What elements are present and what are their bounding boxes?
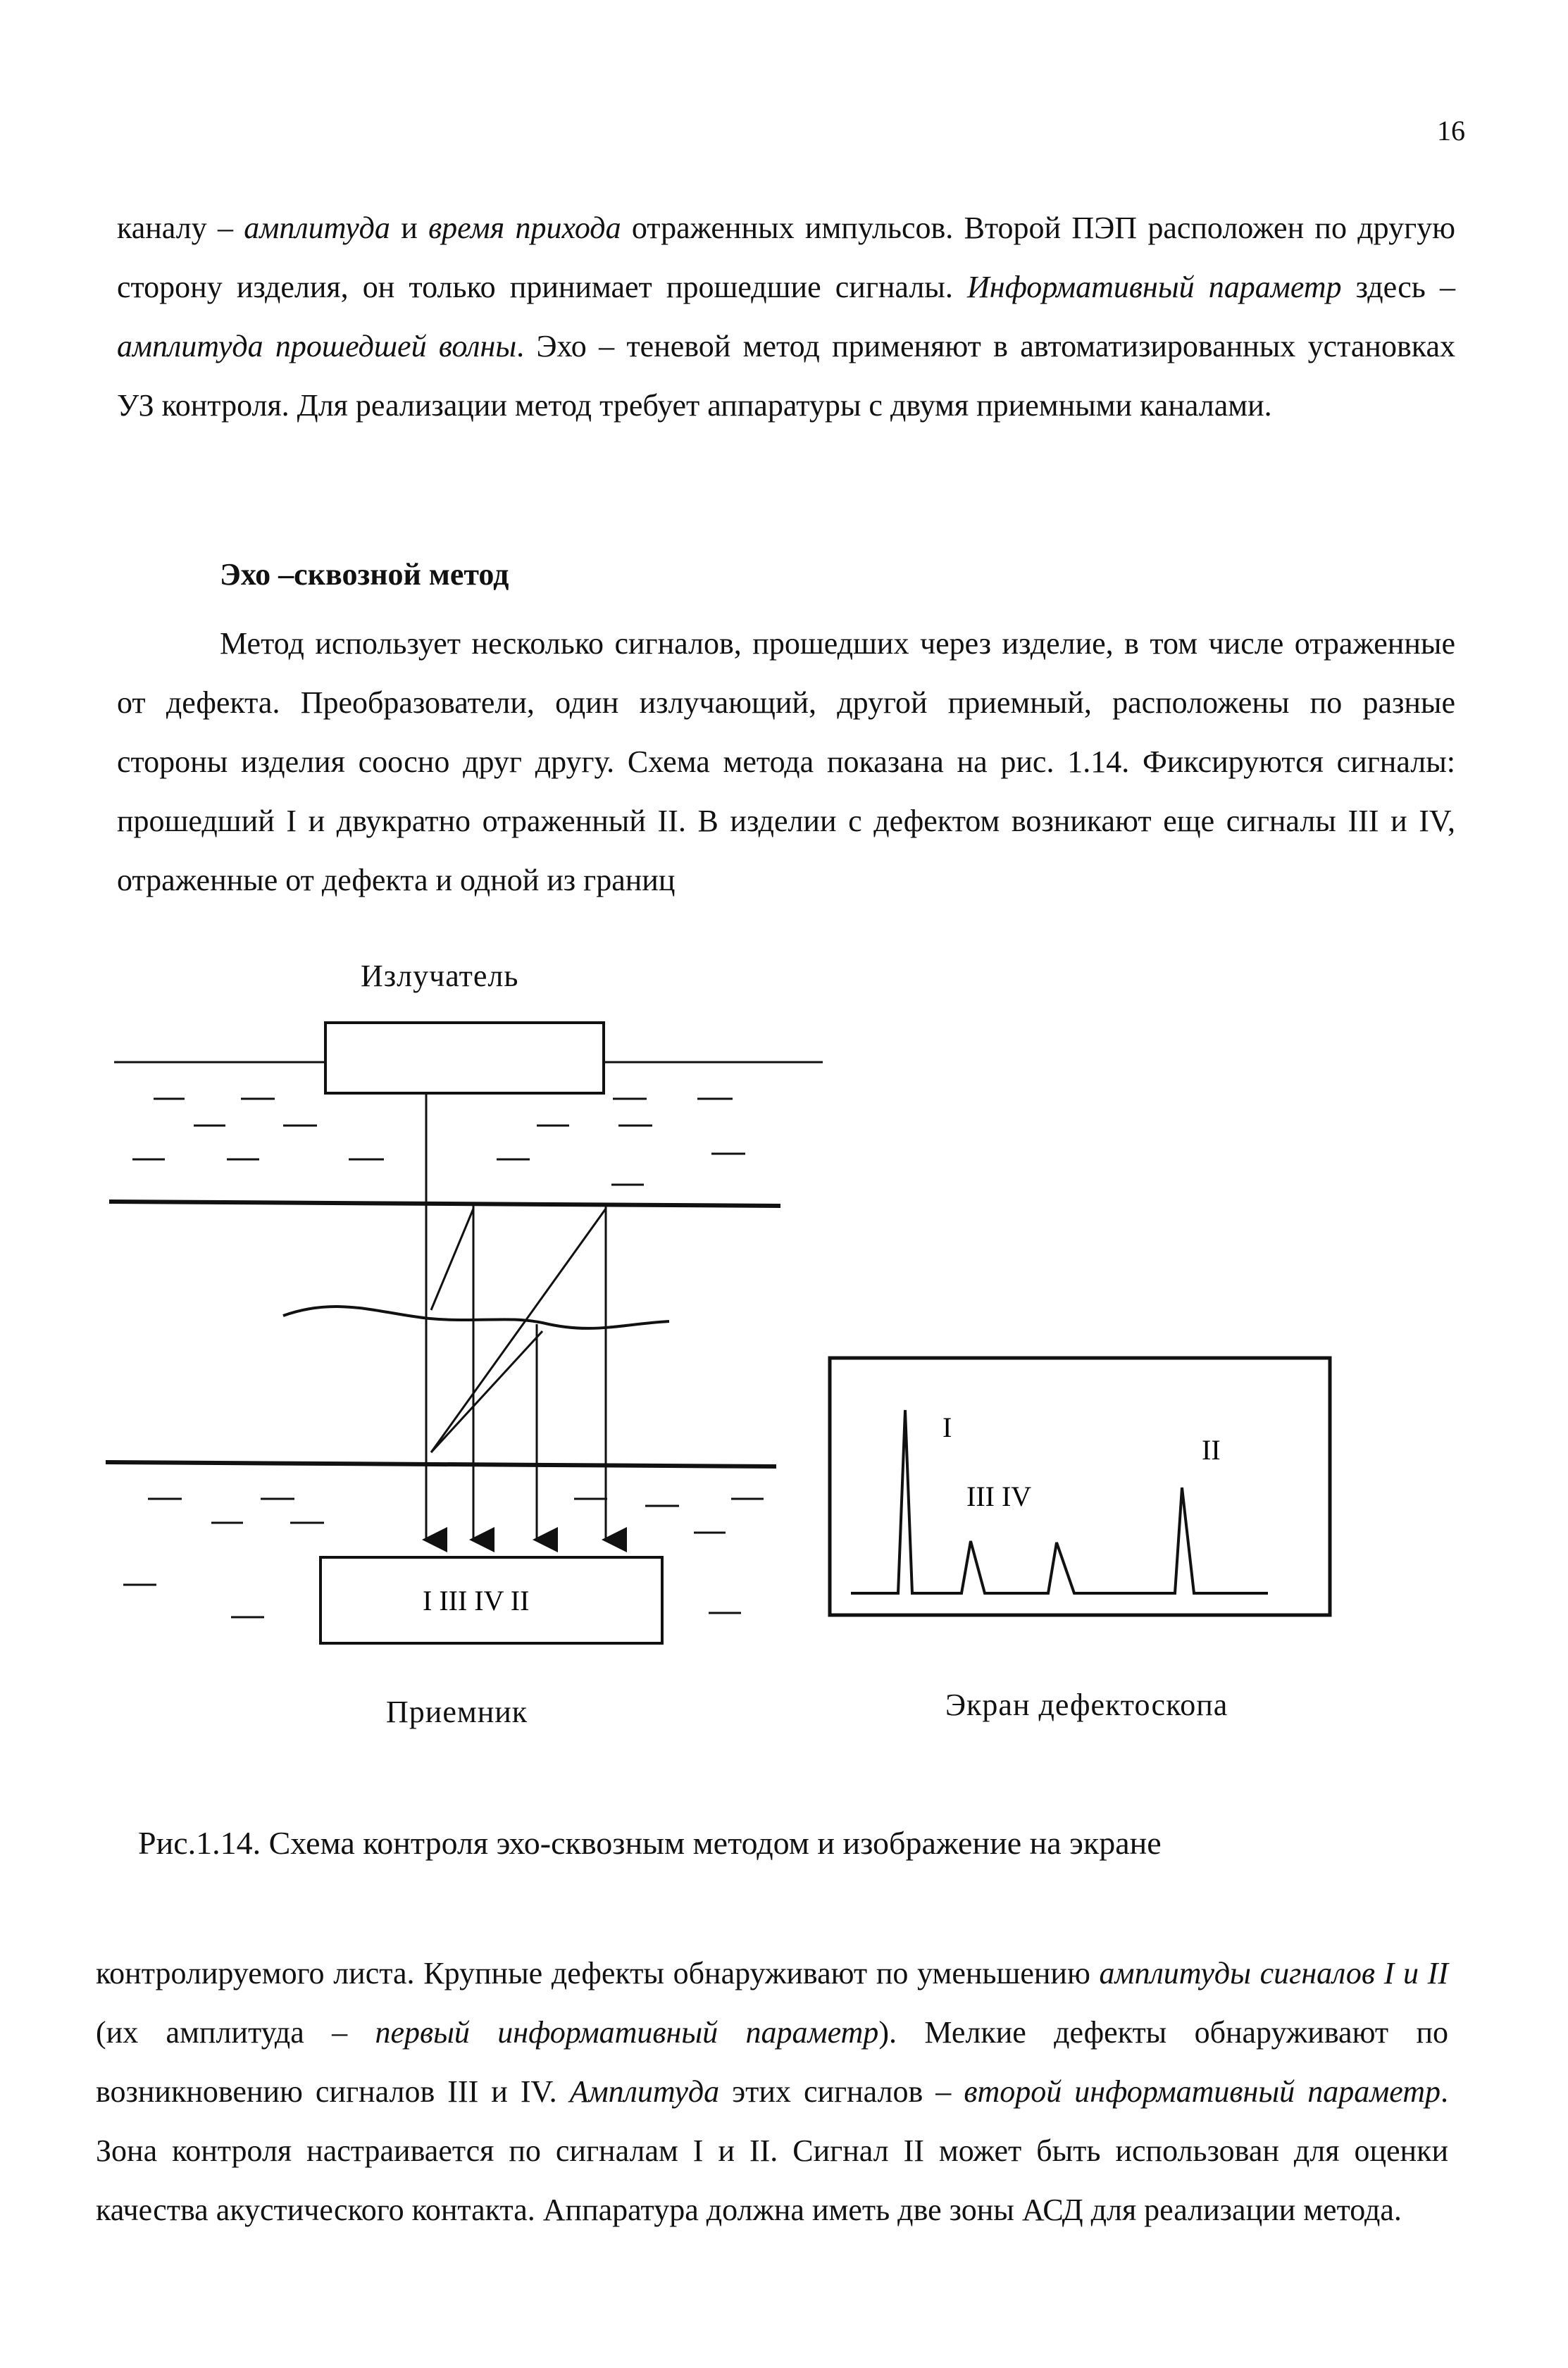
text-span: отраженных импульсов. Второй ПЭП расположен по другую сторону изделия, он только принимает прошедшие сигналы. <box>117 211 1456 304</box>
text-span: каналу – <box>117 211 244 245</box>
text-span: . Эхо – теневой метод применяют в автоматизированных установках УЗ контроля. Для реализации метод требует аппаратуры с двумя приемными каналами. <box>117 329 1455 423</box>
paragraph-bottom <box>96 1944 1448 2240</box>
text-span: . Зона контроля настраивается по сигналам I и II. Сигнал II может быть использован для оценки качества акустического контакта. Аппаратура должна иметь две зоны АСД для реализации метода. <box>96 2074 1449 2227</box>
text-italic: амплитуды сигналов I и II <box>1099 1956 1448 1990</box>
section-heading: Эхо –сквозной метод <box>220 557 509 592</box>
text-span: этих сигналов – <box>719 2074 964 2109</box>
screen-peak-2: II <box>1202 1434 1221 1466</box>
screen-box <box>830 1358 1330 1615</box>
figure-caption: Рис.1.14. Схема контроля эхо-сквозным методом и изображение на экране <box>138 1825 1162 1861</box>
text-span: и <box>390 211 429 245</box>
receiver-label: Приемник <box>386 1695 528 1729</box>
screen-peak-3: III IV <box>966 1481 1032 1512</box>
emitter-label: Излучатель <box>361 959 519 993</box>
page-number: 16 <box>1437 115 1465 147</box>
text-italic: амплитуда <box>244 211 390 245</box>
text-span: (их амплитуда – <box>96 2015 375 2050</box>
text-span: контролируемого листа. Крупные дефекты обнаруживают по уменьшению <box>96 1956 1100 1990</box>
receiver-signals: I III IV II <box>423 1585 530 1616</box>
screen-peak-1: I <box>942 1412 952 1443</box>
text-italic: Амплитуда <box>569 2074 720 2109</box>
screen-label: Экран дефектоскопа <box>945 1688 1228 1722</box>
text-span: ). Мелкие дефекты обнаруживают по возникновению сигналов III и IV. <box>96 2015 1448 2109</box>
text-italic: первый информативный параметр <box>375 2015 879 2050</box>
text-italic: Информативный параметр <box>966 270 1342 304</box>
text-italic: второй информативный параметр <box>964 2074 1441 2109</box>
text-italic: время прихода <box>428 211 621 245</box>
paragraph-middle: Метод использует несколько сигналов, прошедших через изделие, в том числе отраженные от дефекта. Преобразователи, один излучающий, другой приемный, расположены по разные стороны изделия соосно друг другу. Схема метода показана на рис. 1.14. Фиксируются сигналы: прошедший I и двукратно отраженный II. В изделии с дефектом возникают еще сигналы III и IV, отраженные от дефекта и одной из границ <box>117 626 1455 897</box>
emitter-box <box>325 1023 604 1093</box>
text-span: здесь – <box>1341 270 1455 304</box>
text-italic: амплитуда прошедшей волны <box>117 329 517 363</box>
